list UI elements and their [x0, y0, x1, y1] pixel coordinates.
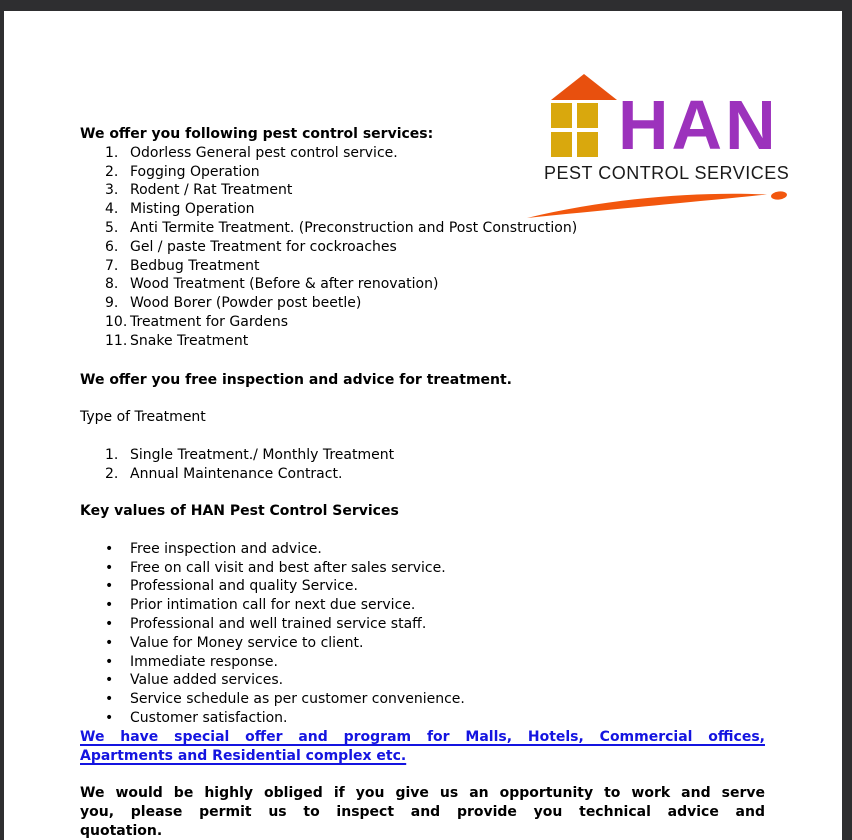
bullet-marker: •: [105, 578, 114, 595]
list-text: Odorless General pest control service.: [130, 144, 398, 161]
list-text: Bedbug Treatment: [130, 257, 260, 274]
list-text: Single Treatment./ Monthly Treatment: [130, 446, 395, 463]
bullet-marker: •: [105, 653, 114, 670]
list-text: Professional and well trained service staff.: [130, 615, 427, 632]
special-offer-line[interactable]: Apartments and Residential complex etc.: [80, 747, 407, 764]
services-heading: We offer you following pest control services:: [80, 126, 434, 142]
list-number: 5.: [105, 219, 119, 236]
key-values-list: [80, 540, 765, 728]
closing-line: you, please permit us to inspect and provide you technical advice and: [80, 803, 765, 820]
bullet-marker: •: [105, 672, 114, 689]
treatment-type-label: Type of Treatment: [80, 409, 206, 426]
list-text: Snake Treatment: [130, 332, 249, 349]
list-text: Customer satisfaction.: [130, 709, 288, 726]
list-text: Wood Borer (Powder post beetle): [130, 295, 362, 312]
list-item: [105, 275, 765, 294]
list-text: Value for Money service to client.: [130, 634, 364, 651]
list-item: [105, 313, 765, 332]
list-text: Free on call visit and best after sales service.: [130, 559, 446, 576]
list-item: [105, 181, 765, 200]
list-text: Free inspection and advice.: [130, 540, 322, 557]
list-item: [105, 446, 765, 465]
list-item: [105, 540, 765, 559]
list-text: Fogging Operation: [130, 163, 260, 180]
list-item: [105, 671, 765, 690]
list-item: [105, 577, 765, 596]
list-number: 10.: [105, 313, 128, 330]
bullet-marker: •: [105, 559, 114, 576]
list-text: Value added services.: [130, 672, 284, 689]
list-item: [105, 257, 765, 276]
services-list: [80, 144, 765, 351]
bullet-marker: •: [105, 709, 114, 726]
list-number: 11.: [105, 332, 128, 349]
list-text: Professional and quality Service.: [130, 578, 358, 595]
list-item: [105, 219, 765, 238]
list-item: [105, 294, 765, 313]
brand-name: HAN: [618, 86, 779, 164]
list-text: Misting Operation: [130, 201, 255, 218]
list-item: [105, 163, 765, 182]
list-item: [105, 615, 765, 634]
bullet-marker: •: [105, 691, 114, 708]
list-item: [105, 653, 765, 672]
list-text: Annual Maintenance Contract.: [130, 465, 343, 482]
list-number: 3.: [105, 182, 119, 199]
list-number: 2.: [105, 163, 119, 180]
list-number: 7.: [105, 257, 119, 274]
list-item: [105, 332, 765, 351]
list-item: [105, 596, 765, 615]
list-text: Prior intimation call for next due service.: [130, 597, 416, 614]
bullet-marker: •: [105, 634, 114, 651]
list-number: 8.: [105, 276, 119, 293]
list-item: [105, 200, 765, 219]
bullet-marker: •: [105, 597, 114, 614]
document-content: [4, 11, 842, 840]
list-number: 1.: [105, 446, 119, 463]
closing-line: quotation.: [80, 822, 163, 839]
list-text: Treatment for Gardens: [130, 313, 288, 330]
list-text: Rodent / Rat Treatment: [130, 182, 293, 199]
special-offer-line[interactable]: We have special offer and program for Malls, Hotels, Commercial offices,: [80, 728, 765, 745]
special-offer-link[interactable]: [80, 728, 765, 766]
treatment-type-list: [80, 446, 765, 484]
list-text: Wood Treatment (Before & after renovation): [130, 276, 439, 293]
list-item: [105, 709, 765, 728]
document-page: [4, 11, 842, 840]
list-item: [105, 559, 765, 578]
list-text: Service schedule as per customer convenience.: [130, 691, 465, 708]
list-text: Immediate response.: [130, 653, 278, 670]
brand-tagline: PEST CONTROL SERVICES: [544, 163, 790, 183]
bullet-marker: •: [105, 615, 114, 632]
list-item: [105, 465, 765, 484]
list-number: 9.: [105, 295, 119, 312]
list-number: 2.: [105, 465, 119, 482]
list-number: 4.: [105, 201, 119, 218]
list-number: 6.: [105, 238, 119, 255]
list-text: Gel / paste Treatment for cockroaches: [130, 238, 397, 255]
list-item: [105, 238, 765, 257]
bullet-marker: •: [105, 540, 114, 557]
list-item: [105, 690, 765, 709]
list-item: [105, 144, 765, 163]
list-item: [105, 634, 765, 653]
list-text: Anti Termite Treatment. (Preconstruction and Post Construction): [130, 219, 578, 236]
list-number: 1.: [105, 144, 119, 161]
key-values-heading: Key values of HAN Pest Control Services: [80, 503, 399, 520]
free-inspection-heading: We offer you free inspection and advice for treatment.: [80, 371, 513, 388]
closing-paragraph: [80, 784, 765, 840]
closing-line: We would be highly obliged if you give us an opportunity to work and serve: [80, 785, 765, 802]
